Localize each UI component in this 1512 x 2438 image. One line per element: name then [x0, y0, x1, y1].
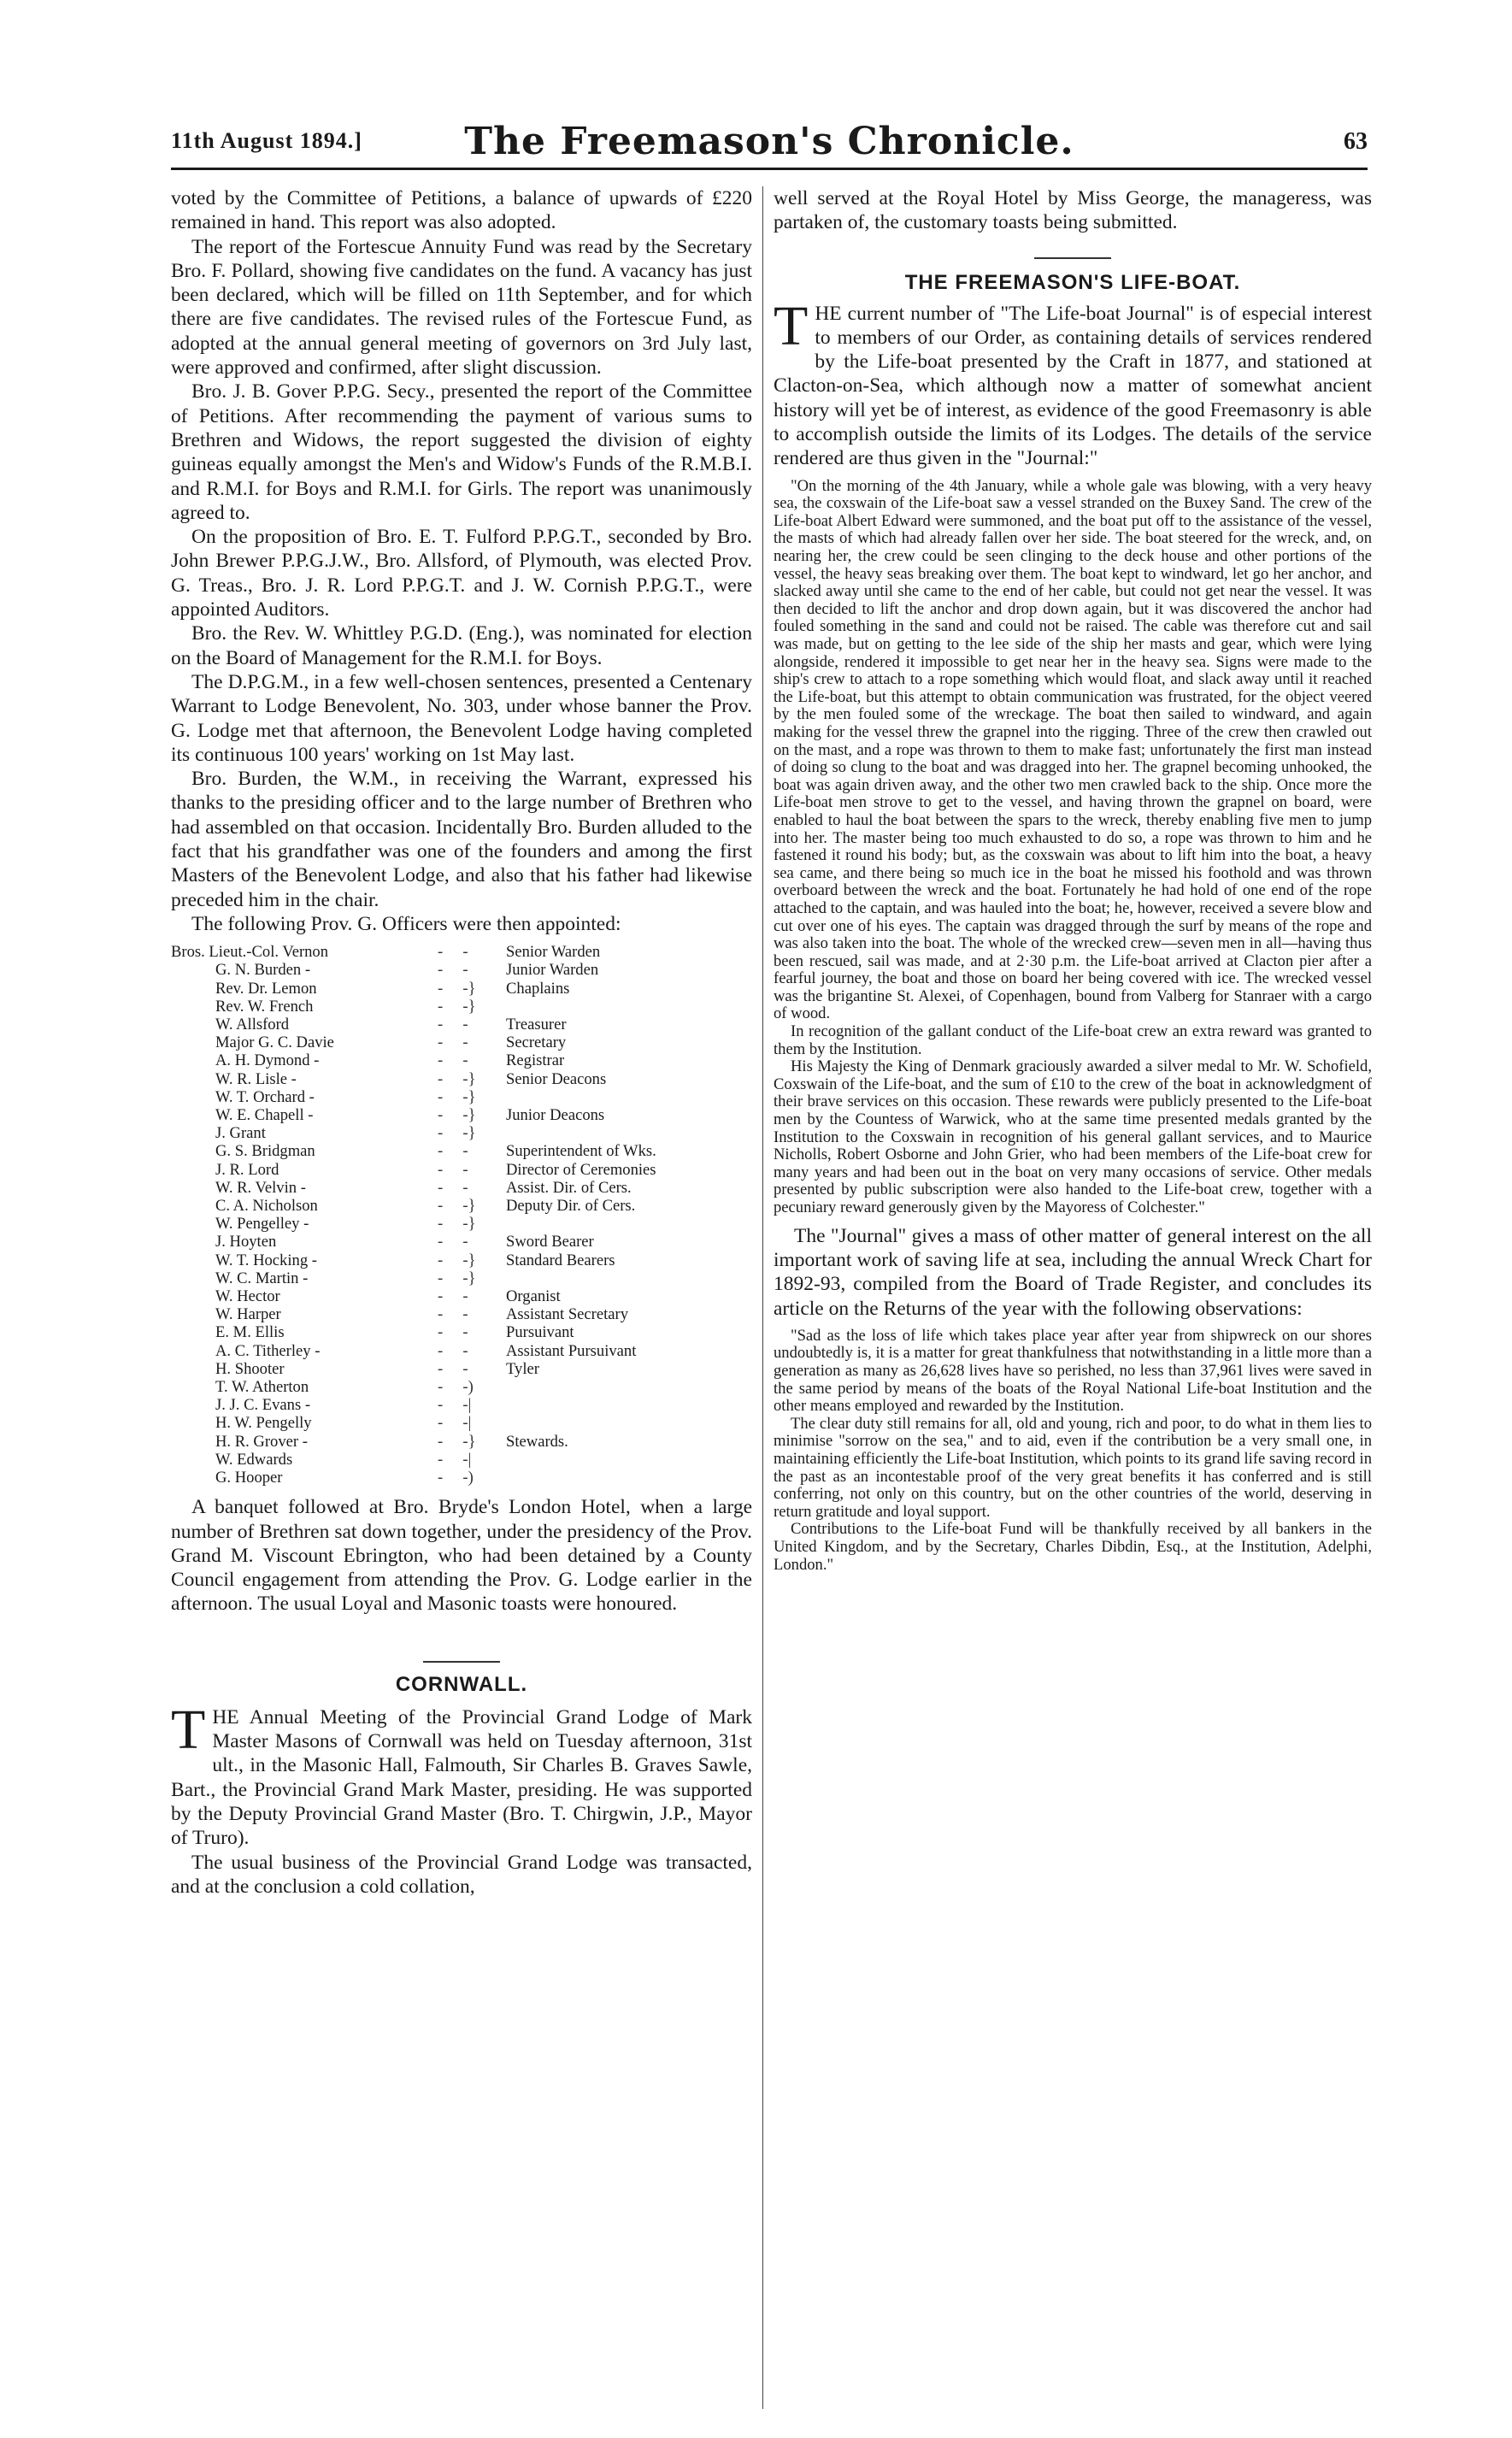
leader-dashes: - - [438, 1233, 468, 1251]
officer-position: Senior Warden [506, 943, 601, 962]
article-paragraph: The D.P.G.M., in a few well-chosen sentences, presented a Centenary Warrant to Lodge Benevolent, No. 303, under whose banner the Prov. G. Lodge met that afternoon, the Benevolent Lodge having completed its continuous 100 years' working on 1st May last. [171, 670, 752, 766]
officer-row [171, 1287, 718, 1305]
officer-row [171, 1469, 718, 1487]
leader-dashes: - -| [438, 1414, 472, 1433]
right-column [774, 186, 1372, 1574]
officer-name: H. W. Pengelly [215, 1414, 312, 1433]
officer-row [171, 1179, 718, 1197]
officer-position: Assist. Dir. of Cers. [506, 1178, 632, 1197]
leader-dashes: - - [438, 1359, 468, 1378]
quoted-paragraph: His Majesty the King of Denmark graciously awarded a silver medal to Mr. W. Schofield, Coxswain of the Life-boat, and the sum of £10 to the crew of the boat in acknowledgment of their brave services on this occasion. These rewards were publicly presented to the Life-boat men by the Countess of Warwick, who at the same time presented medals granted by the Institution to the Coxswain in recognition of his general gallant services, and to Maurice Nicholls, Robert Osborne and John Grier, who had been members of the Life-boat crew for many years and had been out in the boat on very many occasions of service. Other medals presented by public subscription were also handed to the Life-boat crew, together with a pecuniary reward generously given by the Mayoress of Colchester." [774, 1057, 1372, 1217]
officer-row [171, 1433, 718, 1451]
leader-dashes: - -) [438, 1469, 474, 1487]
officer-name: W. R. Velvin - [215, 1178, 306, 1197]
officer-row [171, 1323, 718, 1341]
leader-dashes: - -} [438, 1215, 476, 1234]
leader-dashes: - - [438, 1287, 468, 1306]
leader-dashes: - -} [438, 1106, 476, 1125]
officer-row [171, 1016, 718, 1034]
article-paragraph: Bro. the Rev. W. Whittley P.G.D. (Eng.), was nominated for election on the Board of Management for the R.M.I. for Boys. [171, 622, 752, 669]
section-title-lifeboat: THE FREEMASON'S LIFE-BOAT. [904, 270, 1241, 294]
officer-name: W. Allsford [215, 1016, 290, 1034]
left-column [171, 186, 752, 1899]
leader-dashes: - - [438, 1323, 468, 1342]
leader-dashes: - -| [438, 1396, 472, 1415]
article-paragraph: On the proposition of Bro. E. T. Fulford P.P.G.T., seconded by Bro. John Brewer P.P.G.J.W., Bro. Allsford, of Plymouth, was elected Prov. G. Treas., Bro. J. R. Lord P.P.G.T. and J. W. Cornish P.P.G.T., were appointed Auditors. [171, 526, 752, 621]
officer-row [171, 1251, 718, 1269]
officer-name: W. Pengelley - [215, 1215, 309, 1234]
masthead-title: The Freemason's Chronicle. [464, 120, 1074, 163]
officer-row [171, 1305, 718, 1323]
officer-row [171, 1070, 718, 1088]
officer-name: W. E. Chapell - [215, 1106, 314, 1125]
leader-dashes: - -} [438, 979, 476, 998]
officer-row [171, 1051, 718, 1069]
officer-position [506, 1124, 718, 1142]
leader-dashes: - -} [438, 1197, 476, 1216]
quoted-paragraph: The clear duty still remains for all, old and young, rich and poor, to do what in them lies to minimise "sorrow on the sea," and to aid, even if the contribution be a very small one, in maintaining efficiently the Life-boat Institution, which points to its grand life saving record in the past as an incontestable proof of the very great benefits it has conferred and is still conferring, not only on this country, but on the other countries of the world, deserving in return gratitude and loyal support. [774, 1414, 1372, 1521]
leader-dashes: - - [438, 1178, 468, 1197]
officer-name: Rev. Dr. Lemon [215, 979, 317, 998]
leader-dashes: - - [438, 1305, 468, 1324]
officer-position: Organist [506, 1287, 561, 1306]
officer-row [171, 1215, 718, 1233]
officer-position: Junior Deacons [506, 1106, 605, 1125]
officer-row [171, 1124, 718, 1142]
officer-name: G. S. Bridgman [215, 1142, 315, 1161]
officer-position [506, 998, 718, 1016]
officer-name: Bros. Lieut.-Col. Vernon [171, 943, 329, 962]
officer-name: G. N. Burden - [215, 961, 311, 980]
leader-dashes: - - [438, 1142, 468, 1161]
officer-name: H. Shooter [215, 1359, 285, 1378]
officer-name: W. R. Lisle - [215, 1069, 297, 1088]
leader-dashes: - -} [438, 1251, 476, 1269]
officer-position: Assistant Secretary [506, 1305, 629, 1324]
officer-position [506, 1469, 718, 1487]
leader-dashes: - -) [438, 1378, 474, 1397]
officer-row [171, 961, 718, 979]
officer-row [171, 1088, 718, 1106]
officer-name: Major G. C. Davie [215, 1034, 334, 1052]
officer-name: J. J. C. Evans - [215, 1396, 311, 1415]
leader-dashes: - -} [438, 997, 476, 1016]
officer-name: W. T. Hocking - [215, 1251, 317, 1269]
leader-dashes: - - [438, 1160, 468, 1179]
officer-name: W. Hector [215, 1287, 280, 1306]
leader-dashes: - - [438, 1051, 468, 1070]
leader-dashes: - - [438, 961, 468, 980]
officer-position [506, 1451, 718, 1469]
article-paragraph: The report of the Fortescue Annuity Fund was read by the Secretary Bro. F. Pollard, showing five candidates on the fund. A vacancy has just been declared, which will be filled on 11th September, and for which there are five candidates. The revised rules of the Fortescue Fund, as adopted at the annual general meeting of governors on 3rd July last, were approved and confirmed, after slight discussion. [171, 235, 752, 380]
paragraph-text: HE Annual Meeting of the Provincial Grand Lodge of Mark Master Masons of Cornwall was held on Tuesday afternoon, 31st ult., in the Masonic Hall, Falmouth, Sir Charles B. Graves Sawle, Bart., the Provincial Grand Mark Master, presiding. He was supported by the Deputy Provincial Grand Master (Bro. T. Chirgwin, J.P., Mayor of Truro). [171, 1705, 752, 1850]
leader-dashes: - - [438, 1016, 468, 1034]
officer-name: J. R. Lord [215, 1160, 279, 1179]
officer-name: J. Grant [215, 1124, 266, 1143]
officer-row [171, 1161, 718, 1179]
leader-dashes: - -} [438, 1269, 476, 1287]
officer-position [506, 1378, 718, 1396]
drop-cap: T [774, 294, 809, 357]
officer-name: W. T. Orchard - [215, 1087, 315, 1106]
leader-dashes: - -} [438, 1087, 476, 1106]
officer-row [171, 1378, 718, 1396]
officer-position: Senior Deacons [506, 1069, 607, 1088]
quoted-paragraph: "Sad as the loss of life which takes place year after year from shipwreck on our shores undoubtedly is, it is a matter for great thankfulness that notwithstanding in a little more than a generation as many as 26,628 lives have so perished, no less than 37,961 lives were saved in the same period by means of the boats of the Royal National Life-boat Institution and the other means employed and rewarded by the Institution. [774, 1326, 1372, 1416]
article-paragraph [171, 1698, 752, 1851]
article-paragraph: A banquet followed at Bro. Bryde's London Hotel, when a large number of Brethren sat down together, under the presidency of the Prov. Grand M. Viscount Ebrington, who had been detained by a County Council engagement from attending the Prov. G. Lodge earlier in the afternoon. The usual Loyal and Masonic toasts were honoured. [171, 1496, 752, 1616]
officer-row [171, 943, 718, 961]
officer-position: Standard Bearers [506, 1251, 615, 1269]
officer-row [171, 1269, 718, 1287]
quoted-paragraph: In recognition of the gallant conduct of the Life-boat crew an extra reward was granted to them by the Institution. [774, 1022, 1372, 1058]
officer-row [171, 1342, 718, 1360]
leader-dashes: - -} [438, 1124, 476, 1143]
officer-name: C. A. Nicholson [215, 1197, 318, 1216]
officer-name: E. M. Ellis [215, 1323, 285, 1342]
quoted-paragraph: "On the morning of the 4th January, while a whole gale was blowing, with a very heavy sea, the coxswain of the Life-boat saw a vessel stranded on the Buxey Sand. The crew of the Life-boat Albert Edward were summoned, and the boat put off to the assistance of the vessel, the masts of which had already fallen over her side. The boat steered for the wreck, and, on nearing her, the crew could be seen clinging to the deck house and other portions of the vessel, the heavy seas breaking over them. The boat kept to windward, let go her anchor, and slacked away until she came to the end of her cable, but could not get near the vessel. It was then decided to lift the anchor and drop down again, but it was discovered the anchor had fouled something in the sand and could not be raised. The cable was therefore cut and sail was made, but on getting to the lee side of the ship her masts and gear, which were lying alongside, rendered it impossible to get near her in the heavy sea. Signs were made to the ship's crew to attach to a rope something which would float, and slack away until it reached the Life-boat, but this attempt to obtain communication was frustrated, for the object veered by the men fouled some of the wreckage. The boat then sailed to windward, and again making for the vessel threw the grapnel into the rigging. Three of the crew then crawled out on the mast, and a rope was thrown to them to make fast; unfortunately the first man instead of doing so clung to the boat and was dragged into her. The grapnel becoming unhooked, the boat was again driven away, and the other two men crawled back to the ship. Once more the Life-boat men strove to get to the vessel, and having thrown the grapnel on board, were enabled to haul the boat between the spars to the wreck, thereby enabling five men to jump into her. The master being too much exhausted to do so, a rope was thrown to him and he fastened it round his body; but, as the coxswain was about to lift him into the boat, a heavy sea came, and there being so much ice in the boat he missed his foothold and was thrown overboard between the wreck and the boat. Fortunately he had hold of one end of the rope attached to the captain, and was hauled into the boat; he, however, received a severe blow and cut over one of his eyes. The captain was dragged through the surf by means of the rope and was also taken into the boat. The whole of the wrecked crew—seven men in all—having thus been rescued, sail was made, and at 2·30 p.m. the Life-boat arrived at Clacton pier after a fearful journey, the boat and those on board her being covered with ice. The wrecked vessel was the brigantine St. Alexei, of Copenhagen, bound from Valberg for Stanraer with a cargo of wood. [774, 476, 1372, 1023]
article-paragraph [774, 294, 1372, 471]
officer-row [171, 1360, 718, 1378]
issue-date: 11th August 1894.] [171, 128, 362, 153]
article-paragraph: voted by the Committee of Petitions, a balance of upwards of £220 remained in hand. This report was also adopted. [171, 187, 752, 234]
officer-row [171, 1197, 718, 1215]
leader-dashes: - - [438, 1034, 468, 1052]
officer-position: Sword Bearer [506, 1233, 594, 1251]
article-paragraph: The usual business of the Provincial Grand Lodge was transacted, and at the conclusion a cold collation, [171, 1851, 752, 1898]
officer-row [171, 1451, 718, 1469]
officer-row [171, 998, 718, 1016]
paragraph-text: HE current number of "The Life-boat Journal" is of especial interest to members of our Order, as containing details of services rendered by the Life-boat presented by the Craft in 1877, and stationed at Clacton-on-Sea, which although now a matter of somewhat ancient history will yet be of interest, as evidence of the good Freemasonry is able to accomplish outside the limits of its Lodges. The details of the service rendered are thus given in the "Journal:" [774, 302, 1372, 470]
article-paragraph: The "Journal" gives a mass of other matter of general interest on the all important work of saving life at sea, including the annual Wreck Chart for 1892-93, compiled from the Board of Trade Register, and concludes its article on the Returns of the year with the following observations: [774, 1224, 1372, 1320]
officer-name: W. Harper [215, 1305, 281, 1324]
section-title-cornwall: CORNWALL. [395, 1672, 528, 1696]
article-paragraph: The following Prov. G. Officers were then appointed: [191, 912, 621, 935]
officer-name: Rev. W. French [215, 997, 314, 1016]
officer-name: W. Edwards [215, 1450, 293, 1469]
article-paragraph: Bro. Burden, the W.M., in receiving the Warrant, expressed his thanks to the presiding officer and to the large number of Brethren who had assembled on that occasion. Incidentally Bro. Burden alluded to the fact that his grandfather was one of the founders and among the first Masters of the Benevolent Lodge, and also that his father had likewise preceded him in the chair. [171, 768, 752, 911]
officer-position: Secretary [506, 1034, 567, 1052]
officer-position: Registrar [506, 1051, 565, 1070]
officer-name: G. Hooper [215, 1469, 283, 1487]
leader-dashes: - -| [438, 1450, 472, 1469]
officer-position: Chaplains [506, 979, 570, 998]
officer-name: J. Hoyten [215, 1233, 277, 1251]
leader-dashes: - - [438, 943, 468, 962]
page-number: 63 [1344, 128, 1368, 155]
column-divider [762, 186, 763, 2409]
drop-cap: T [171, 1698, 206, 1761]
officer-position [506, 1215, 718, 1233]
officer-name: H. R. Grover - [215, 1432, 308, 1451]
officer-position: Tyler [506, 1359, 539, 1378]
officer-position: Superintendent of Wks. [506, 1142, 656, 1161]
officer-position: Director of Ceremonies [506, 1160, 656, 1179]
officer-name: W. C. Martin - [215, 1269, 309, 1287]
officer-position [506, 1088, 718, 1106]
officer-position [506, 1396, 718, 1414]
article-paragraph: well served at the Royal Hotel by Miss George, the manageress, was partaken of, the customary toasts being submitted. [774, 187, 1372, 234]
officer-row [171, 1396, 718, 1414]
officer-position: Treasurer [506, 1016, 567, 1034]
officer-name: A. H. Dymond - [215, 1051, 320, 1070]
leader-dashes: - -} [438, 1069, 476, 1088]
officer-name: T. W. Atherton [215, 1378, 309, 1397]
officer-row [171, 1414, 718, 1432]
officer-name: A. C. Titherley - [215, 1341, 321, 1360]
leader-dashes: - - [438, 1341, 468, 1360]
officers-list [171, 943, 718, 1487]
article-paragraph: Bro. J. B. Gover P.P.G. Secy., presented the report of the Committee of Petitions. After recommending the payment of various sums to Brethren and Widows, the report suggested the division of eighty guineas equally amongst the Men's and Widow's Funds of the R.M.B.I. and R.M.I. for Boys and R.M.I. for Girls. The report was unanimously agreed to. [171, 380, 752, 524]
officer-position [506, 1269, 718, 1287]
leader-dashes: - -} [438, 1432, 476, 1451]
officer-row [171, 1142, 718, 1160]
quoted-paragraph: Contributions to the Life-boat Fund will be thankfully received by all bankers in the United Kingdom, and by the Secretary, Charles Dibdin, Esq., at the Institution, Adelphi, London." [774, 1520, 1372, 1574]
officer-row [171, 980, 718, 998]
officer-position: Stewards. [506, 1432, 568, 1451]
officer-row [171, 1106, 718, 1124]
officer-position: Pursuivant [506, 1323, 574, 1342]
officer-position: Deputy Dir. of Cers. [506, 1197, 636, 1216]
officer-row [171, 1233, 718, 1251]
officer-position: Assistant Pursuivant [506, 1341, 637, 1360]
officer-row [171, 1034, 718, 1051]
officer-position: Junior Warden [506, 961, 599, 980]
page-header [171, 120, 1368, 170]
officer-position [506, 1414, 718, 1432]
